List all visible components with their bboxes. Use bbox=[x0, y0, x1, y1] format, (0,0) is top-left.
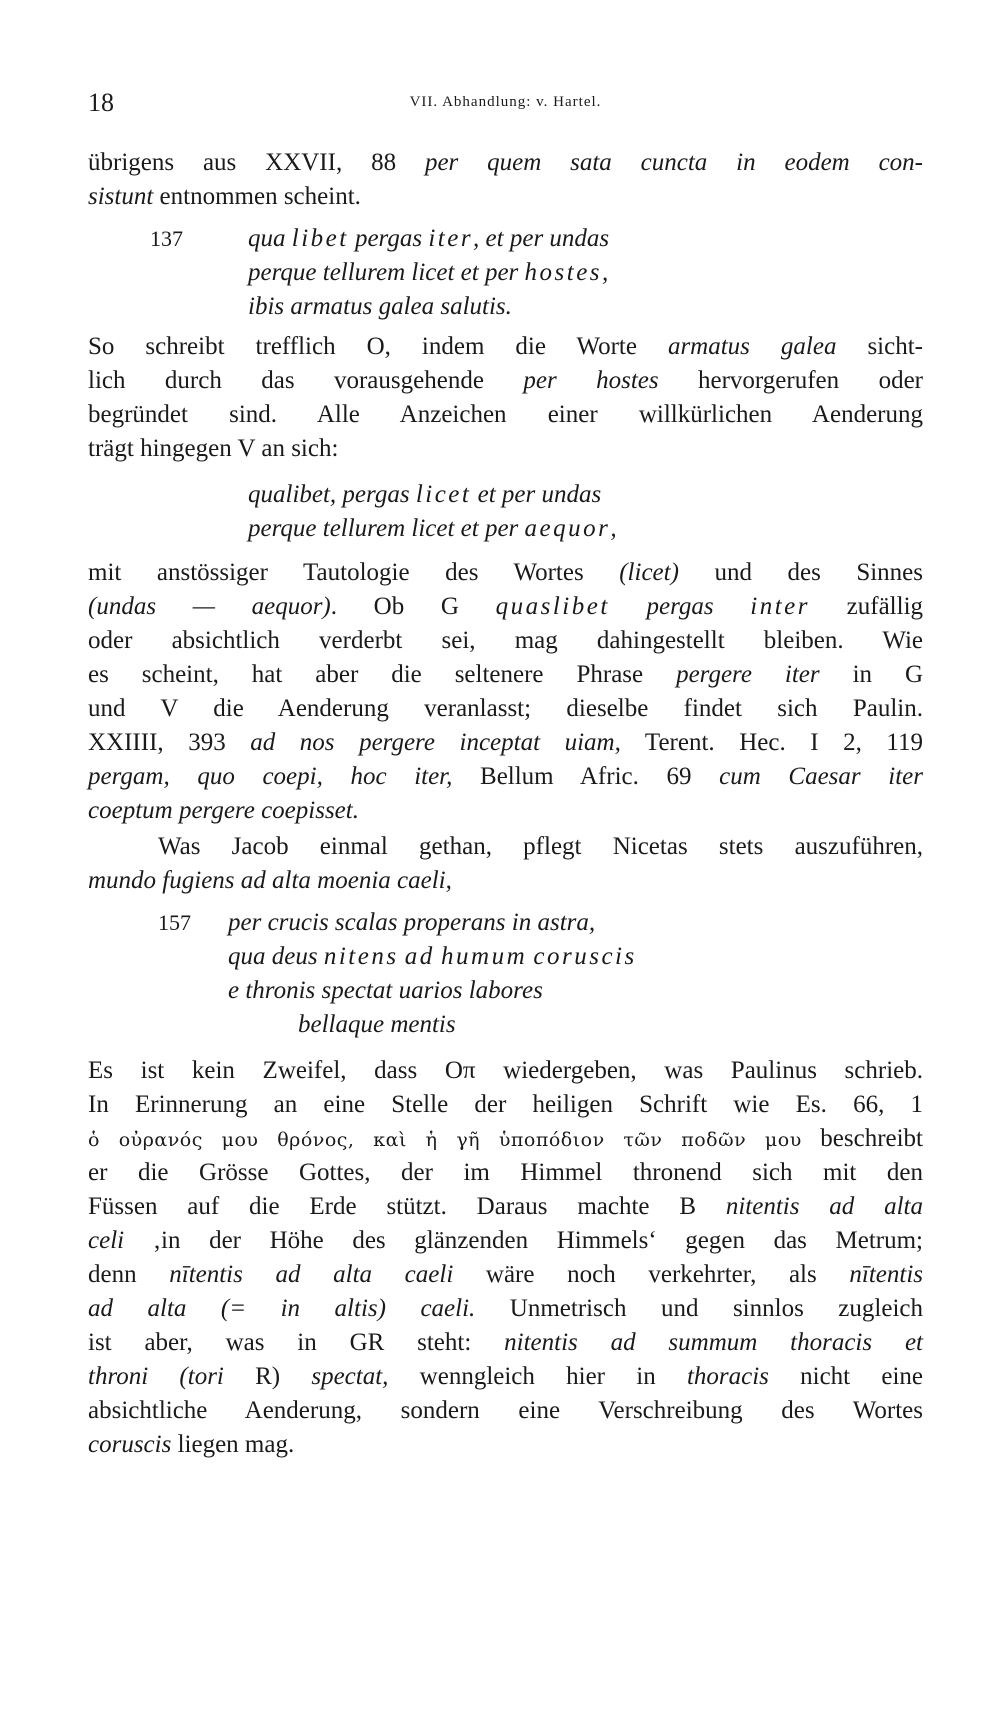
verse-run: perque tellurem licet et bbox=[248, 259, 485, 286]
text-line bbox=[88, 794, 923, 828]
text-run: hervorgerufen oder bbox=[658, 367, 923, 394]
text-run: wäre noch verkehrter, als bbox=[453, 1261, 850, 1288]
latin-quote: nītentis bbox=[849, 1261, 923, 1288]
text-line: In Erinnerung an eine Stelle der heiligen Schrift wie Es. 66, 1 bbox=[88, 1091, 923, 1118]
text-line: er die Grösse Gottes, der im Himmel thronend sich mit den bbox=[88, 1159, 923, 1186]
verse-line bbox=[248, 256, 608, 290]
text-run bbox=[714, 593, 751, 620]
spaced-word: aequor bbox=[524, 515, 611, 542]
spaced-word: nitens bbox=[323, 943, 399, 970]
latin-quote: mundo fugiens ad alta moenia caeli, bbox=[88, 867, 452, 894]
text-run: Terent. Hec. I 2, 119 bbox=[620, 729, 923, 756]
text-line bbox=[88, 1360, 923, 1394]
text-line bbox=[88, 146, 923, 180]
text-line bbox=[88, 1292, 923, 1326]
spaced-word: hostes bbox=[524, 259, 603, 286]
spaced-word: humum bbox=[441, 943, 528, 970]
text-line bbox=[88, 760, 923, 794]
text-line bbox=[88, 658, 923, 692]
text-run: beschreibt bbox=[801, 1125, 924, 1152]
latin-quote: armatus galea bbox=[667, 333, 837, 360]
text-run: So schreibt trefflich O, indem die Worte bbox=[88, 333, 668, 360]
text-run: liegen mag. bbox=[171, 1431, 295, 1458]
verse-run: per bbox=[484, 259, 519, 286]
text-run: entnommen scheint. bbox=[153, 183, 361, 210]
text-line: und V die Aenderung veranlasst; dieselbe findet sich Paulin. bbox=[88, 695, 923, 722]
latin-quote: pergam, quo coepi, hoc iter, bbox=[88, 763, 453, 790]
latin-quote: nītentis ad alta caeli bbox=[169, 1261, 454, 1288]
text-line bbox=[88, 180, 923, 214]
verse-run: undas bbox=[535, 481, 602, 508]
verse-line: per crucis scalas properans in astra, bbox=[228, 909, 596, 936]
latin-quote: coruscis bbox=[88, 1431, 172, 1458]
text-line bbox=[88, 364, 923, 398]
spaced-word: inter bbox=[750, 593, 810, 620]
text-line bbox=[88, 726, 923, 760]
text-line bbox=[88, 1326, 923, 1360]
page-number: 18 bbox=[88, 88, 114, 117]
verse-run: per bbox=[509, 225, 544, 252]
text-run bbox=[610, 593, 647, 620]
latin-quote: sistunt bbox=[88, 183, 154, 210]
text-run: denn bbox=[88, 1261, 170, 1288]
text-line: absichtliche Aenderung, sondern eine Verschreibung des Wortes bbox=[88, 1397, 923, 1424]
verse-run: pergas bbox=[354, 225, 423, 252]
text-line bbox=[88, 1224, 923, 1258]
spaced-word: iter bbox=[428, 225, 474, 252]
latin-quote: nitentis ad summum thoracis et bbox=[504, 1329, 923, 1356]
text-line bbox=[88, 556, 923, 590]
verse-run: et bbox=[471, 481, 502, 508]
verse-run: qua deus bbox=[228, 943, 324, 970]
text-line: begründet sind. Alle Anzeichen einer willkürlichen Aenderung bbox=[88, 401, 923, 428]
latin-quote: celi bbox=[88, 1227, 125, 1254]
text-run: sicht- bbox=[836, 333, 923, 360]
text-run: es scheint, hat aber die seltenere Phrase bbox=[88, 661, 677, 688]
text-run: mit anstössiger Tautologie des Wortes bbox=[88, 559, 620, 586]
verse-run: qua bbox=[248, 225, 292, 252]
text-run: wenngleich hier in bbox=[388, 1363, 687, 1390]
text-run: in G bbox=[819, 661, 924, 688]
text-line bbox=[88, 864, 923, 898]
text-run: und des Sinnes bbox=[678, 559, 923, 586]
text-line bbox=[88, 1258, 923, 1292]
verse-run: , bbox=[602, 259, 609, 286]
text-line bbox=[88, 330, 923, 364]
text-line bbox=[88, 1190, 923, 1224]
verse-line bbox=[248, 512, 617, 546]
text-line: Was Jacob einmal gethan, pflegt Nicetas stets auszuführen, bbox=[158, 833, 923, 860]
latin-quote: throni (tori bbox=[88, 1363, 224, 1390]
text-run: zufällig bbox=[810, 593, 924, 620]
text-line: Es ist kein Zweifel, dass Oπ wiedergeben, was Paulinus schrieb. bbox=[88, 1057, 923, 1084]
text-line: trägt hingegen V an sich: bbox=[88, 435, 339, 462]
greek-quote: ὁ οὐρανός μου θρόνος, καὶ ἡ γῆ ὑποπόδιον τῶν ποδῶν μου bbox=[88, 1129, 802, 1151]
spaced-word: coruscis bbox=[533, 943, 637, 970]
latin-quote: pergas bbox=[646, 593, 714, 620]
spaced-word: ad bbox=[404, 943, 435, 970]
verse-line bbox=[248, 478, 601, 512]
text-line: oder absichtlich verderbt sei, mag dahingestellt bleiben. Wie bbox=[88, 627, 923, 654]
text-run: XXIIII, 393 bbox=[88, 729, 251, 756]
latin-quote: (licet) bbox=[619, 559, 679, 586]
verse-run: , et bbox=[473, 225, 510, 252]
text-run: übrigens aus XXVII, 88 bbox=[88, 149, 425, 176]
spaced-word: libet bbox=[291, 225, 349, 252]
text-run: lich durch das vorausgehende bbox=[88, 367, 524, 394]
verse-run: perque tellurem licet et bbox=[248, 515, 485, 542]
verse-line: ibis armatus galea salutis. bbox=[248, 293, 512, 320]
verse-run: per bbox=[501, 481, 536, 508]
text-line bbox=[88, 590, 923, 624]
text-run: ist aber, was in GR steht: bbox=[88, 1329, 505, 1356]
text-run: nicht eine bbox=[768, 1363, 923, 1390]
latin-quote: (undas — aequor) bbox=[88, 593, 331, 620]
latin-quote: pergere iter bbox=[676, 661, 820, 688]
text-run: . Ob G bbox=[330, 593, 496, 620]
verse-line bbox=[248, 222, 609, 256]
verse-number: 137 bbox=[150, 226, 183, 251]
latin-quote: coeptum pergere coepisset. bbox=[88, 797, 359, 824]
spaced-word: licet bbox=[415, 481, 472, 508]
verse-line: e thronis spectat uarios labores bbox=[228, 977, 543, 1004]
verse-run: undas bbox=[543, 225, 610, 252]
verse-run: per bbox=[484, 515, 519, 542]
verse-run: , bbox=[610, 515, 617, 542]
verse-run: qualibet, pergas bbox=[248, 481, 416, 508]
running-head bbox=[88, 88, 923, 118]
verse-number: 157 bbox=[158, 910, 191, 935]
text-run: Unmetrisch und sinnlos zugleich bbox=[475, 1295, 923, 1322]
verse-line: bellaque mentis bbox=[298, 1011, 456, 1038]
latin-quote: per quem sata cuncta in eodem con- bbox=[424, 149, 924, 176]
text-run: ‚in der Höhe des glänzenden Himmels‘ gegen das Metrum; bbox=[124, 1227, 923, 1254]
latin-quote: per hostes bbox=[523, 367, 659, 394]
running-title: VII. Abhandlung: v. Hartel. bbox=[409, 94, 602, 110]
verse-line bbox=[228, 940, 637, 974]
latin-quote: thoracis bbox=[686, 1363, 769, 1390]
text-run: Füssen auf die Erde stützt. Daraus machte B bbox=[88, 1193, 726, 1220]
text-run: R) bbox=[223, 1363, 312, 1390]
latin-quote: ad nos pergere inceptat uiam, bbox=[250, 729, 621, 756]
latin-quote: ad alta (= in altis) caeli. bbox=[88, 1295, 476, 1322]
text-line bbox=[88, 1122, 923, 1157]
spaced-word: quaslibet bbox=[495, 593, 610, 620]
text-run: Bellum Afric. 69 bbox=[452, 763, 720, 790]
latin-quote: spectat, bbox=[311, 1363, 389, 1390]
latin-quote: cum Caesar iter bbox=[719, 763, 923, 790]
text-line bbox=[88, 1428, 923, 1462]
latin-quote: nitentis ad alta bbox=[725, 1193, 924, 1220]
